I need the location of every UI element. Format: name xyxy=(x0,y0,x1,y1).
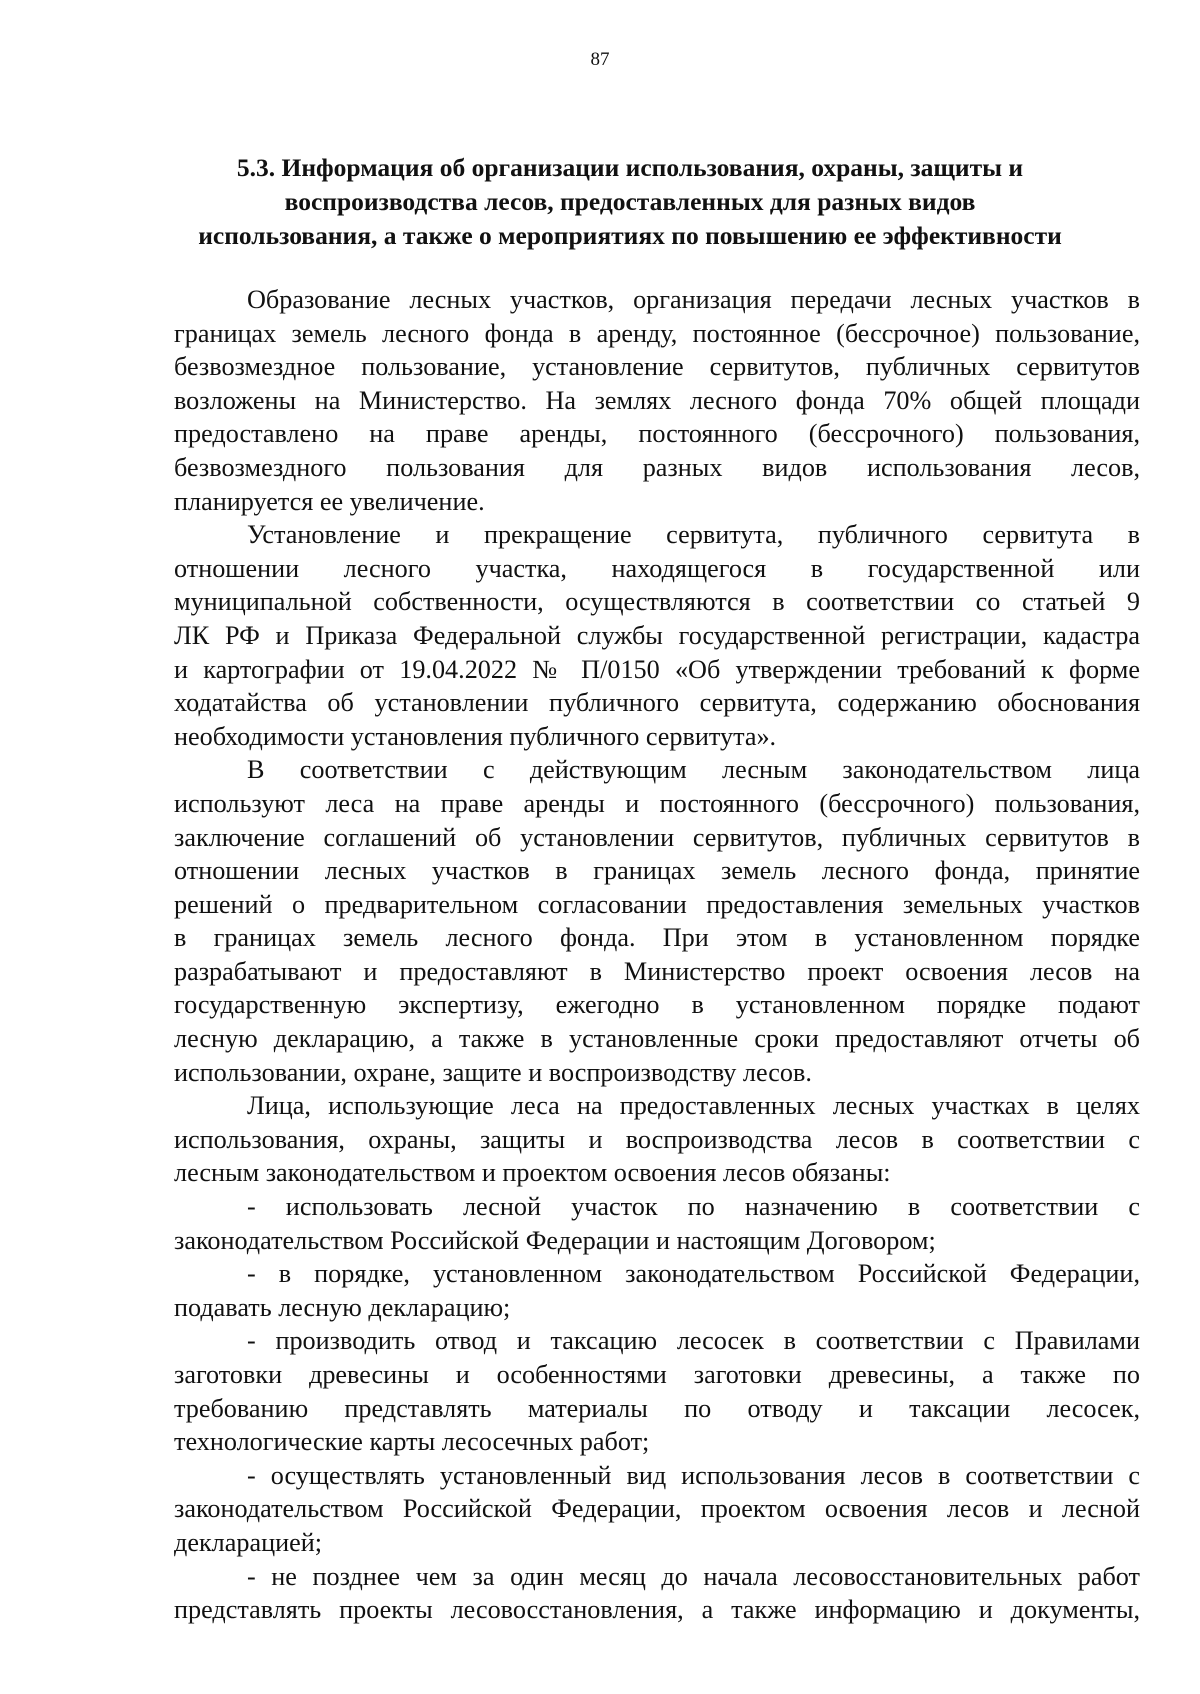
paragraph xyxy=(174,518,1140,753)
paragraph xyxy=(174,1560,1140,1627)
paragraph xyxy=(174,1089,1140,1190)
text-line: технологические карты лесосечных работ; xyxy=(174,1427,650,1457)
text-line: использовании, охране, защите и воспроизводству лесов. xyxy=(174,1057,812,1087)
text-line: безвозмездное пользование, установление сервитутов, публичных сервитутов xyxy=(174,352,1140,382)
text-line: разрабатывают и предоставляют в Министерство проект освоения лесов на xyxy=(174,956,1140,986)
text-line: - в порядке, установленном законодательством Российской Федерации, xyxy=(247,1259,1140,1289)
heading-line: использования, а также о мероприятиях по повышению ее эффективности xyxy=(198,221,1062,250)
text-line: Лица, использующие леса на предоставленных лесных участках в целях xyxy=(247,1091,1140,1121)
text-line: заключение соглашений об установлении сервитутов, публичных сервитутов в xyxy=(174,822,1140,852)
text-line: лесным законодательством и проектом освоения лесов обязаны: xyxy=(174,1158,891,1188)
text-line: законодательством Российской Федерации, проектом освоения лесов и лесной xyxy=(174,1494,1140,1524)
text-line: - не позднее чем за один месяц до начала лесовосстановительных работ xyxy=(247,1561,1140,1591)
text-line: планируется ее увеличение. xyxy=(174,486,485,516)
text-line: ЛК РФ и Приказа Федеральной службы государственной регистрации, кадастра xyxy=(174,620,1140,650)
text-line: возложены на Министерство. На землях лесного фонда 70% общей площади xyxy=(174,385,1140,415)
text-line: отношении лесного участка, находящегося в государственной или xyxy=(174,553,1140,583)
heading-line: 5.3. Информация об организации использования, охраны, защиты и xyxy=(236,153,1024,182)
text-line: границах земель лесного фонда в аренду, постоянное (бессрочное) пользование, xyxy=(174,318,1140,348)
text-line: лесную декларацию, а также в установленные сроки предоставляют отчеты об xyxy=(174,1024,1140,1054)
paragraph xyxy=(174,1459,1140,1560)
paragraph xyxy=(174,283,1140,518)
text-line: Образование лесных участков, организация передачи лесных участков в xyxy=(247,285,1140,314)
text-line: законодательством Российской Федерации и настоящим Договором; xyxy=(174,1225,936,1255)
text-line: - осуществлять установленный вид использования лесов в соответствии с xyxy=(247,1460,1140,1490)
text-line: - использовать лесной участок по назначению в соответствии с xyxy=(247,1192,1140,1222)
text-line: муниципальной собственности, осуществляются в соответствии со статьей 9 xyxy=(174,587,1140,617)
paragraph xyxy=(174,1324,1140,1458)
section-heading xyxy=(120,151,1140,253)
text-line: Установление и прекращение сервитута, публичного сервитута в xyxy=(247,520,1140,550)
text-line: предоставлено на праве аренды, постоянного (бессрочного) пользования, xyxy=(174,419,1140,449)
heading-line: воспроизводства лесов, предоставленных для разных видов xyxy=(284,187,976,216)
text-line: ходатайства об установлении публичного сервитута, содержанию обоснования xyxy=(174,688,1140,718)
text-line: требованию представлять материалы по отводу и таксации лесосек, xyxy=(174,1393,1140,1423)
text-line: представлять проекты лесовосстановления, а также информацию и документы, xyxy=(174,1595,1140,1625)
body-text xyxy=(174,283,1140,1627)
text-line: подавать лесную декларацию; xyxy=(174,1292,511,1322)
text-line: решений о предварительном согласовании предоставления земельных участков xyxy=(174,889,1140,919)
text-line: заготовки древесины и особенностями заготовки древесины, а также по xyxy=(174,1360,1140,1389)
text-line: и картографии от 19.04.2022 № П/0150 «Об утверждении требований к форме xyxy=(174,654,1140,684)
text-line: использования, охраны, защиты и воспроизводства лесов в соответствии с xyxy=(174,1124,1140,1154)
text-line: используют леса на праве аренды и постоянного (бессрочного) пользования, xyxy=(174,788,1140,818)
page-number: 87 xyxy=(590,49,610,70)
paragraph xyxy=(174,753,1140,1089)
text-line: в границах земель лесного фонда. При этом в установленном порядке xyxy=(174,923,1140,953)
text-line: - производить отвод и таксацию лесосек в соответствии с Правилами xyxy=(247,1326,1140,1356)
paragraph xyxy=(174,1190,1140,1257)
text-line: В соответствии с действующим лесным законодательством лица xyxy=(247,755,1140,785)
text-line: отношении лесных участков в границах земель лесного фонда, принятие xyxy=(174,856,1140,886)
text-line: декларацией; xyxy=(174,1527,323,1557)
text-line: безвозмездного пользования для разных видов использования лесов, xyxy=(174,452,1140,482)
text-line: государственную экспертизу, ежегодно в установленном порядке подают xyxy=(174,990,1140,1020)
paragraph xyxy=(174,1257,1140,1324)
text-line: необходимости установления публичного сервитута». xyxy=(174,721,777,751)
